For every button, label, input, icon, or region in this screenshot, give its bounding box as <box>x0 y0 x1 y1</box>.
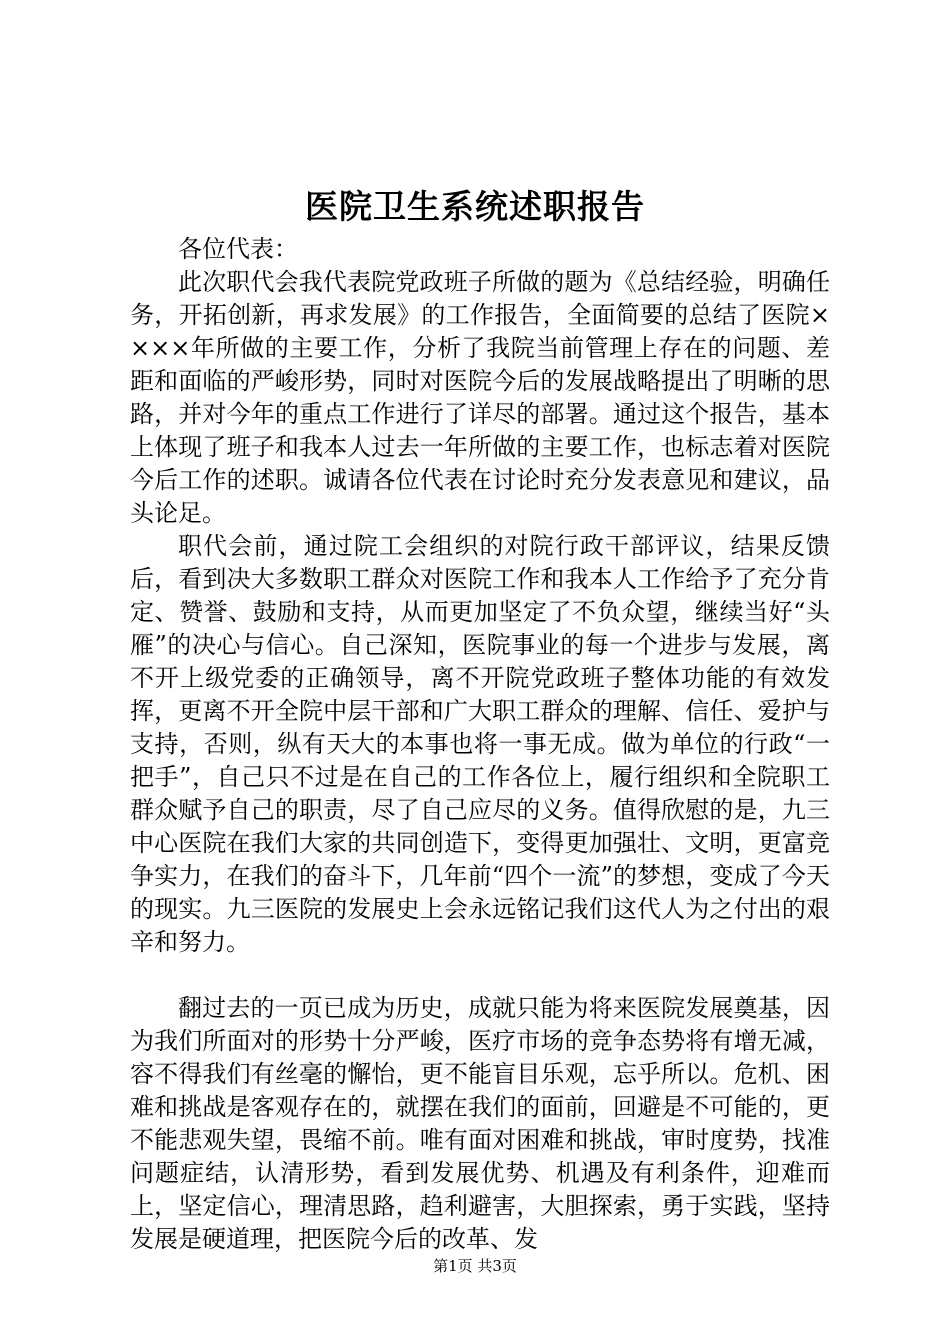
paragraph-3: 翻过去的一页已成为历史，成就只能为将来医院发展奠基，因为我们所面对的形势十分严峻，医疗市场的竞争态势将有增无减，容不得我们有丝毫的懈怡，更不能盲目乐观，忘乎所以。危机、困难和挑战是客观存在的，就摆在我们的面前，回避是不可能的，更不能悲观失望，畏缩不前。唯有面对困难和挑战，审时度势，找准问题症结，认清形势，看到发展优势、机遇及有利条件，迎难而上，坚定信心，理清思路，趋利避害，大胆探索，勇于实践，坚持发展是硬道理，把医院今后的改革、发 <box>130 994 830 1253</box>
salutation: 各位代表： <box>178 235 298 263</box>
paragraph-spacer <box>130 959 830 992</box>
paragraph-1: 此次职代会我代表院党政班子所做的题为《总结经验，明确任务，开拓创新，再求发展》的工作报告，全面简要的总结了医院××××年所做的主要工作，分析了我院当前管理上存在的问题、差距和面临的严峻形势，同时对医院今后的发展战略提出了明晰的思路，并对今年的重点工作进行了详尽的部署。通过这个报告，基本上体现了班子和我本人过去一年所做的主要工作，也标志着对医院今后工作的述职。诚请各位代表在讨论时充分发表意见和建议，品头论足。 <box>130 268 830 527</box>
page-footer: 第1页 共3页 <box>433 1257 517 1275</box>
paragraph-2: 职代会前，通过院工会组织的对院行政干部评议，结果反馈后，看到决大多数职工群众对医院工作和我本人工作给予了充分肯定、赞誉、鼓励和支持，从而更加坚定了不负众望，继续当好“头雁”的决心与信心。自己深知，医院事业的每一个进步与发展，离不开上级党委的正确领导，离不开院党政班子整体功能的有效发挥，更离不开全院中层干部和广大职工群众的理解、信任、爱护与支持，否则，纵有天大的本事也将一事无成。做为单位的行政“一把手”，自己只不过是在自己的工作各位上，履行组织和全院职工群众赋予自己的职责，尽了自己应尽的义务。值得欣慰的是，九三中心医院在我们大家的共同创造下，变得更加强壮、文明，更富竞争实力，在我们的奋斗下，几年前“四个一流”的梦想，变成了今天的现实。九三医院的发展史上会永远铭记我们这代人为之付出的艰辛和努力。 <box>130 532 830 956</box>
document-title: 医院卫生系统述职报告 <box>305 187 645 226</box>
document-body <box>130 233 830 1256</box>
